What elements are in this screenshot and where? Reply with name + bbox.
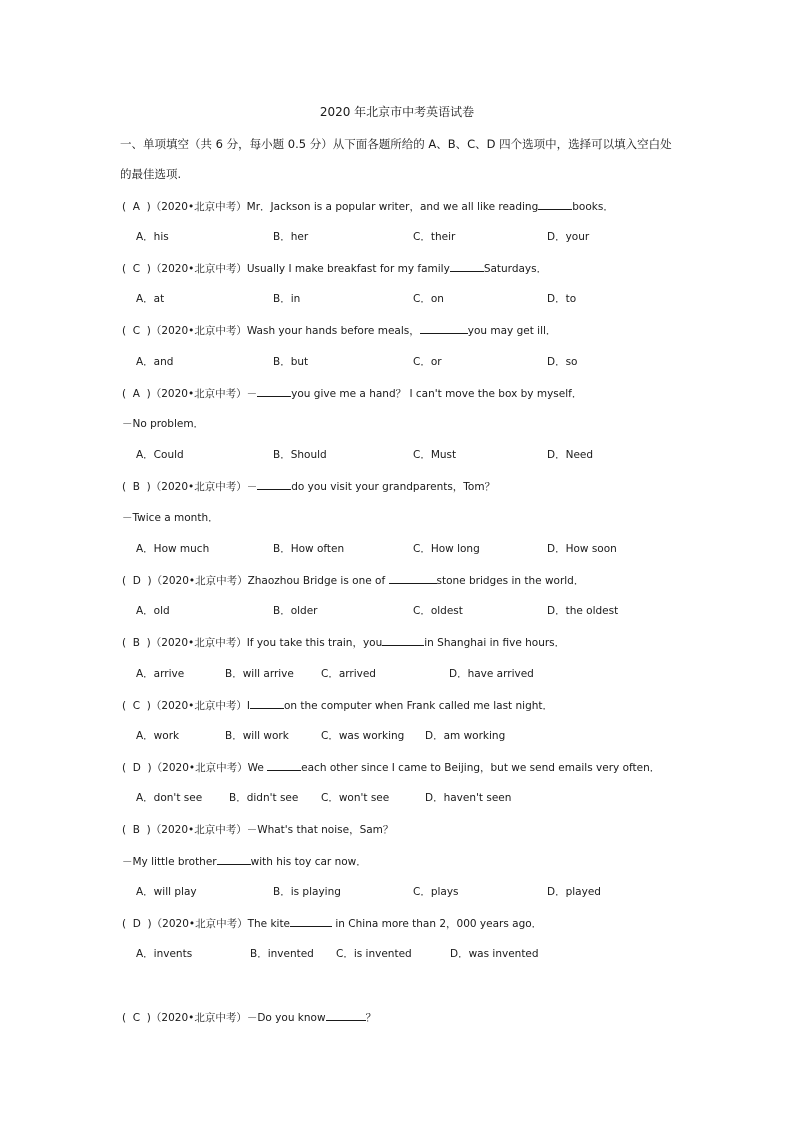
option-c: C．Must — [413, 449, 457, 461]
option-c: C．plays — [413, 886, 459, 898]
question-source: （2020•北京中考） — [150, 700, 247, 712]
dialogue-reply — [122, 854, 367, 869]
option-b: B．will arrive — [225, 668, 294, 680]
option-c: C．oldest — [413, 605, 463, 617]
dialogue-reply: －No problem． — [122, 418, 205, 430]
option-c: C．won't see — [321, 792, 390, 804]
option-c: C．How long — [413, 543, 480, 555]
answer-blank — [389, 573, 437, 584]
answer-blank — [420, 323, 468, 334]
option-a: A．old — [136, 605, 170, 617]
section-heading: 一、单项填空（共 6 分，每小题 0.5 分）从下面各题所给的 A、B、C、D 四个选项中，选择可以填入空白处 — [120, 137, 672, 151]
question-source: （2020•北京中考） — [151, 762, 248, 774]
question-stem-end: books． — [572, 201, 614, 213]
question-stem: I — [246, 700, 250, 712]
question-stem: Mr．Jackson is a popular writer，and we all like reading — [246, 201, 539, 213]
question-stem: Zhaozhou Bridge is one of — [247, 575, 386, 587]
answer-mark: C — [132, 263, 141, 275]
option-b: B．will work — [225, 730, 289, 742]
question-1: ( A )（2020•北京中考）Mr．Jackson is a popular writer，and we all like reading books． — [122, 201, 614, 213]
question-5: ( B )（2020•北京中考）－ do you visit your grandparents，Tom？ — [122, 481, 496, 493]
option-b: B．Should — [273, 449, 327, 461]
question-8: ( C )（2020•北京中考）I on the computer when Frank called me last night． — [122, 700, 554, 712]
option-d: D．was invented — [450, 948, 539, 960]
question-stem: We — [247, 762, 264, 774]
section-heading-cont: 的最佳选项. — [120, 167, 182, 181]
option-c: C．was working — [321, 730, 405, 742]
option-a: A．don't see — [136, 792, 203, 804]
option-d: D．to — [547, 293, 577, 305]
answer-blank — [450, 261, 484, 272]
option-c: C．on — [413, 293, 444, 305]
answer-mark: B — [132, 824, 140, 836]
question-source: （2020•北京中考） — [150, 481, 247, 493]
answer-mark: D — [132, 918, 141, 930]
question-stem-end: in China more than 2，000 years ago． — [335, 918, 543, 930]
option-b: B．How often — [273, 543, 345, 555]
question-stem: －What's that noise，Sam？ — [246, 824, 394, 836]
question-stem: － — [246, 388, 258, 400]
reply-end: with his toy car now． — [250, 856, 367, 868]
option-d: D．How soon — [547, 543, 617, 555]
question-stem-end: stone bridges in the world． — [436, 575, 585, 587]
answer-blank — [257, 479, 291, 490]
option-b: B．but — [273, 356, 309, 368]
question-stem: Wash your hands before meals， — [246, 325, 420, 337]
option-d: D．your — [547, 231, 590, 243]
question-12: ( C )（2020•北京中考）－Do you know ？ — [122, 1012, 377, 1024]
question-source: （2020•北京中考） — [150, 637, 247, 649]
option-a: A．his — [136, 231, 169, 243]
answer-mark: C — [132, 1012, 141, 1024]
question-stem: －Do you know — [246, 1012, 326, 1024]
answer-blank — [250, 698, 284, 709]
question-source: （2020•北京中考） — [151, 575, 248, 587]
answer-mark: B — [132, 481, 140, 493]
option-a: A．at — [136, 293, 165, 305]
question-stem-end: on the computer when Frank called me last night． — [283, 700, 554, 712]
option-d: D．have arrived — [449, 668, 534, 680]
question-stem-end: do you visit your grandparents，Tom？ — [291, 481, 496, 493]
question-source: （2020•北京中考） — [150, 388, 247, 400]
question-6: ( D )（2020•北京中考）Zhaozhou Bridge is one of stone bridges in the world． — [122, 575, 585, 587]
option-c: C．is invented — [336, 948, 412, 960]
answer-mark: A — [132, 201, 140, 213]
option-a: A．and — [136, 356, 174, 368]
question-source: （2020•北京中考） — [150, 263, 247, 275]
option-c: C．arrived — [321, 668, 376, 680]
option-b: B．is playing — [273, 886, 341, 898]
option-d: D．so — [547, 356, 578, 368]
question-4: ( A )（2020•北京中考）－ you give me a hand？ I can't move the box by myself． — [122, 388, 583, 400]
question-stem: If you take this train，you — [246, 637, 383, 649]
answer-mark: D — [132, 762, 141, 774]
question-7: ( B )（2020•北京中考）If you take this train，you in Shanghai in five hours． — [122, 637, 566, 649]
question-11: ( D )（2020•北京中考）The kite in China more than 2，000 years ago． — [122, 918, 543, 930]
question-source: （2020•北京中考） — [150, 201, 247, 213]
question-stem-end: you may get ill． — [467, 325, 557, 337]
dialogue-reply: －Twice a month． — [122, 512, 219, 524]
answer-mark: B — [132, 637, 140, 649]
question-source: （2020•北京中考） — [150, 824, 247, 836]
option-b: B．her — [273, 231, 309, 243]
option-c: C．their — [413, 231, 456, 243]
question-stem-end: each other since I came to Beijing，but we send emails very often． — [301, 762, 661, 774]
question-source: （2020•北京中考） — [150, 325, 247, 337]
option-a: A．arrive — [136, 668, 185, 680]
question-source: （2020•北京中考） — [150, 1012, 247, 1024]
option-b: B．invented — [250, 948, 314, 960]
question-stem-end: ？ — [365, 1012, 377, 1024]
option-b: B．in — [273, 293, 301, 305]
question-source: （2020•北京中考） — [151, 918, 248, 930]
question-9: ( D )（2020•北京中考）We each other since I came to Beijing，but we send emails very often． — [122, 762, 661, 774]
question-stem-end: in Shanghai in five hours． — [424, 637, 566, 649]
option-c: C．or — [413, 356, 442, 368]
answer-mark: C — [132, 325, 141, 337]
answer-blank — [217, 854, 251, 865]
option-b: B．older — [273, 605, 318, 617]
question-stem: － — [246, 481, 258, 493]
question-2: ( C )（2020•北京中考）Usually I make breakfast for my family Saturdays． — [122, 263, 548, 275]
option-d: D．Need — [547, 449, 594, 461]
option-a: A．invents — [136, 948, 193, 960]
question-3: ( C )（2020•北京中考）Wash your hands before meals， you may get ill． — [122, 325, 557, 337]
answer-blank — [326, 1010, 366, 1021]
answer-mark: C — [132, 700, 141, 712]
question-stem-end: you give me a hand？ I can't move the box by myself． — [291, 388, 583, 400]
option-a: A．work — [136, 730, 180, 742]
answer-blank — [382, 635, 424, 646]
option-d: D．the oldest — [547, 605, 619, 617]
option-d: D．am working — [425, 730, 506, 742]
answer-blank — [538, 199, 572, 210]
question-stem: Usually I make breakfast for my family — [246, 263, 450, 275]
option-b: B．didn't see — [229, 792, 299, 804]
option-a: A．will play — [136, 886, 197, 898]
answer-blank — [257, 386, 291, 397]
option-d: D．haven't seen — [425, 792, 512, 804]
answer-blank — [290, 916, 332, 927]
answer-mark: D — [132, 575, 141, 587]
option-d: D．played — [547, 886, 601, 898]
option-a: A．How much — [136, 543, 210, 555]
question-stem-end: Saturdays． — [483, 263, 548, 275]
page-title: 2020 年北京市中考英语试卷 — [319, 105, 475, 119]
answer-blank — [267, 760, 301, 771]
question-10: ( B )（2020•北京中考）－What's that noise，Sam？ — [122, 824, 394, 836]
question-stem: The kite — [247, 918, 291, 930]
answer-mark: A — [132, 388, 140, 400]
reply-start: －My little brother — [122, 856, 217, 868]
option-a: A．Could — [136, 449, 184, 461]
